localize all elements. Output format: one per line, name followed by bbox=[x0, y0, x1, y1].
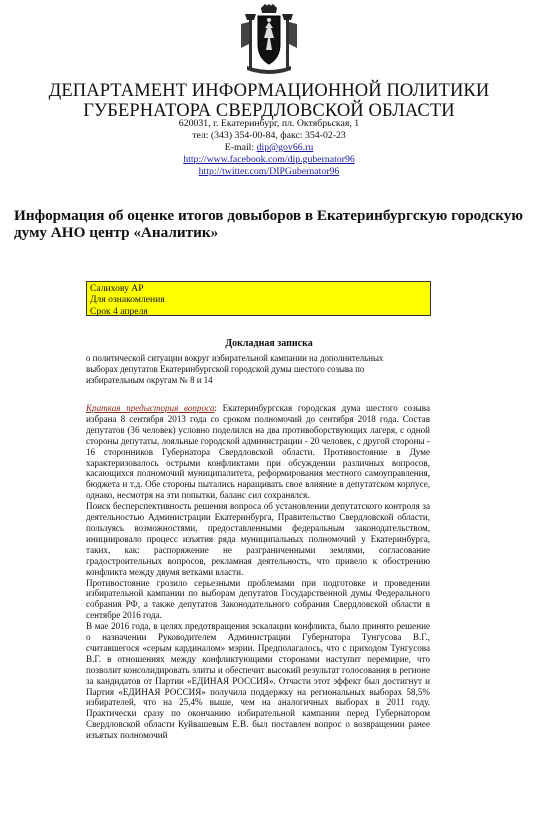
department-title-line1: ДЕПАРТАМЕНТ ИНФОРМАЦИОННОЙ ПОЛИТИКИ bbox=[48, 81, 490, 101]
department-title-line2: ГУБЕРНАТОРА СВЕРДЛОВСКОЙ ОБЛАСТИ bbox=[83, 101, 455, 121]
address: 620031, г. Екатеринбург, пл. Октябрьская, 1 bbox=[178, 118, 360, 129]
phone-fax: тел: (343) 354-00-84, факс: 354-02-23 bbox=[192, 130, 346, 141]
memo-body bbox=[86, 403, 430, 741]
twitter-line bbox=[0, 166, 538, 178]
email-line bbox=[0, 142, 538, 154]
memo-subject: о политической ситуации вокруг избирательной кампании на дополнительных выборах депутатов Екатеринбургской городской думы шестого созыва по избирательным округам № 8 и 14 bbox=[86, 353, 384, 385]
paragraph-4: В мае 2016 года, в целях предотвращения эскалации конфликта, было принято решение о назначении Руководителем Администрации Губернатора Тунгусова В.Г., считавшегося «серым кардиналом» мэрии. Предполагалось, что с приходом Тунгусова В.Г. в отношениях между конфликтующими сторонами наступит перемирие, что позволит консолидировать элиты и обеспечит высокий результат голосования в регионе за кандидатов от Партии «ЕДИНАЯ РОССИЯ». Отчасти этот эффект был достигнут и Партия «ЕДИНАЯ РОССИЯ» получила поддержку на региональных выборах 58,5% избирателей, что на 25,4% выше, чем на аналогичных выборах в 2011 году. Практически сразу по окончанию избирательной кампании перед Губернатором Свердловской области Куйвашевым Е.В. был поставлен вопрос о возвращении ранее изъятых полномочий bbox=[86, 621, 430, 741]
memo-title: Докладная записка bbox=[225, 338, 313, 349]
paragraph-2: Поиск бесперспективность решения вопроса об установлении депутатского контроля за деятельностью Администрации Екатеринбурга, Правительство Свердловской области, пользуясь возможностями, предоставленными федеральным законодательством, инициировало процесс изъятия ряда муниципальных полномочий у Екатеринбурга, таких, как: распоряжение не разграниченными землями, согласование градостроительных вопросов, рекламная деятельность, что привело к обострению конфликта между двумя ветками власти. bbox=[86, 501, 430, 577]
coat-of-arms-icon bbox=[227, 4, 311, 76]
paragraph-lead: Краткая предыстория вопроса bbox=[86, 403, 215, 413]
routing-recipient: Салихову АР bbox=[90, 283, 144, 294]
facebook-line bbox=[0, 154, 538, 166]
email-label: E-mail: bbox=[224, 142, 257, 153]
paragraph-1-text: : Екатеринбургская городская дума шестого созыва избрана 8 сентября 2013 года со сроком полномочий до сентября 2018 года. Состав депутатов (36 человек) условно поделился на два противоборствующих лагеря, с одной стороны депутаты, лояльные городской администрации - 20 человек, с другой стороны - 16 сторонников Губернатора Свердловской области. Противостояние в Думе характеризовалось острыми конфликтами при обсуждении различных вопросов, касающихся полномочий муниципалитета, реформирования местного самоуправления, бюджета и т.д. Обе стороны пытались наращивать свое влияние в депутатском корпусе, однако, несмотря на эти попытки, баланс сил сохранялся. bbox=[86, 403, 430, 501]
paragraph-3: Противостояние грозило серьезными проблемами при подготовке и проведении избирательной кампании по выборам депутатов Государственной думы Федерального собрания РФ, а также депутатов Законодательного собрания Свердловской области в сентябре 2016 года. bbox=[86, 577, 430, 621]
routing-purpose: Для ознакомления bbox=[90, 294, 165, 306]
facebook-link[interactable]: http://www.facebook.com/dip.gubernator96 bbox=[183, 154, 355, 165]
routing-deadline: Срок 4 апреля bbox=[90, 305, 148, 317]
twitter-link[interactable]: http://twitter.com/DIPGubernator96 bbox=[198, 166, 340, 177]
email-link[interactable]: dip@gov66.ru bbox=[256, 142, 314, 153]
paragraph-1 bbox=[86, 403, 430, 501]
routing-note bbox=[86, 281, 431, 316]
document-headline: Информация об оценке итогов довыборов в Екатеринбургскую городскую думу АНО центр «Аналитик» bbox=[14, 207, 523, 241]
